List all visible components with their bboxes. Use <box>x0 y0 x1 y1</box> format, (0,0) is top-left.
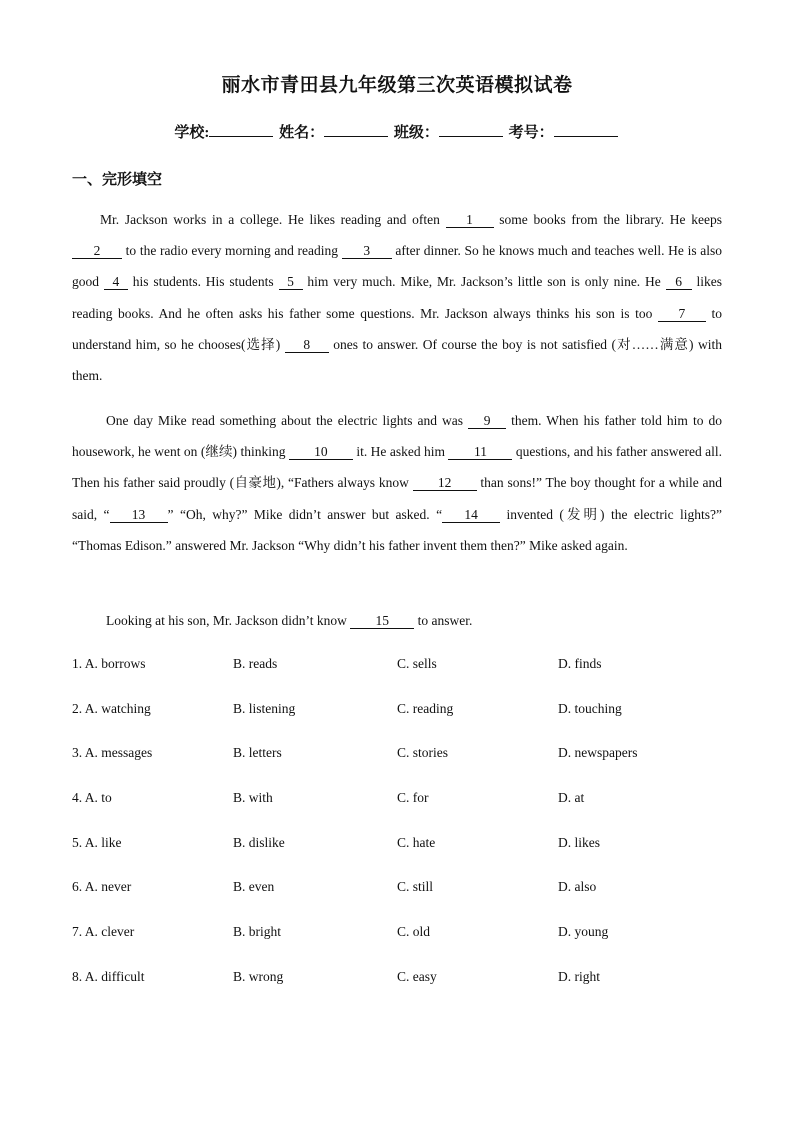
passage-text: him very much. Mike, Mr. Jackson’s little son is only nine. He <box>302 274 666 290</box>
option-a[interactable]: 5. A. like <box>72 834 122 850</box>
option-d[interactable]: D. young <box>558 924 609 940</box>
blank-3: 3 <box>342 244 392 259</box>
question-row <box>72 924 722 969</box>
question-row <box>72 835 722 880</box>
option-d[interactable]: D. at <box>558 790 585 806</box>
passage-text: Looking at his son, Mr. Jackson didn’t know <box>106 613 351 628</box>
school-field[interactable] <box>209 122 273 137</box>
passage-text: Mr. Jackson works in a college. He likes reading and often <box>100 212 446 227</box>
passage-text: likes reading books. And he often asks his father some questions. Mr. Jackson always thinks his son is too <box>72 274 722 321</box>
option-a[interactable]: 3. A. messages <box>72 745 153 761</box>
option-a[interactable]: 1. A. borrows <box>72 656 146 671</box>
exam-title: 丽水市青田县九年级第三次英语模拟试卷 <box>221 75 573 96</box>
option-c[interactable]: C. still <box>397 879 434 895</box>
option-b[interactable]: B. dislike <box>233 834 285 850</box>
blank-10: 10 <box>289 445 353 460</box>
option-d[interactable]: D. touching <box>558 700 622 716</box>
passage-text: his students. His students <box>127 274 279 290</box>
option-b[interactable]: B. reads <box>233 656 278 671</box>
option-b[interactable]: B. with <box>233 790 273 806</box>
passage-paragraph-2 <box>72 405 722 561</box>
option-a[interactable]: 6. A. never <box>72 879 132 895</box>
passage-text: ones to answer. Of course the boy is not satisfied (对……满意) with them. <box>72 336 722 384</box>
passage-text: them. When his father told him to do housework, he went on (继续) thinking <box>72 413 723 460</box>
option-c[interactable]: C. stories <box>397 745 449 761</box>
name-label: 姓名： <box>279 125 325 141</box>
blank-8: 8 <box>285 338 329 353</box>
passage-text: to the radio every morning and reading <box>122 243 342 259</box>
blank-1: 1 <box>446 213 494 228</box>
option-b[interactable]: B. even <box>233 879 275 895</box>
question-row <box>72 790 722 835</box>
blank-13: 13 <box>110 508 168 523</box>
question-row <box>72 969 722 1014</box>
blank-12: 12 <box>413 476 477 491</box>
passage-text: to understand him, so he chooses(选择) <box>72 305 722 352</box>
blank-5: 5 <box>279 275 303 290</box>
option-d[interactable]: D. newspapers <box>558 745 638 761</box>
class-field[interactable] <box>439 122 503 137</box>
passage-text: after dinner. So he knows much and teaches well. He is also good <box>72 243 722 290</box>
option-b[interactable]: B. listening <box>233 700 296 716</box>
passage-paragraph-3 <box>72 605 722 636</box>
passage-text: than sons!” The boy thought for a while and said, “ <box>72 475 722 522</box>
student-info-line <box>0 121 794 142</box>
option-c[interactable]: C. easy <box>397 968 437 984</box>
question-row <box>72 701 722 746</box>
option-d[interactable]: D. finds <box>558 656 602 671</box>
option-d[interactable]: D. right <box>558 968 600 984</box>
blank-14: 14 <box>442 508 500 523</box>
school-label: 学校: <box>174 125 210 141</box>
number-field[interactable] <box>554 122 618 137</box>
section-title: 一、完形填空 <box>72 172 163 188</box>
passage-paragraph-1 <box>72 204 722 391</box>
blank-6: 6 <box>666 275 692 290</box>
option-b[interactable]: B. bright <box>233 924 282 940</box>
option-c[interactable]: C. old <box>397 924 431 940</box>
option-b[interactable]: B. wrong <box>233 968 284 984</box>
option-d[interactable]: D. also <box>558 879 597 895</box>
passage-text: questions, and his father answered all. Then his father said proudly (自豪地), “Fathers always know <box>72 444 723 491</box>
name-field[interactable] <box>324 122 388 137</box>
passage-text: One day Mike read something about the electric lights and was <box>106 413 469 428</box>
blank-4: 4 <box>104 275 128 290</box>
passage-text: invented (发明) the electric lights?” “Thomas Edison.” answered Mr. Jackson “Why didn’t his father invent them then?” Mike asked again. <box>72 506 722 553</box>
question-row <box>72 745 722 790</box>
passage-text: ” “Oh, why?” Mike didn’t answer but asked. “ <box>167 506 443 522</box>
passage-text: it. He asked him <box>352 444 449 460</box>
option-c[interactable]: C. sells <box>397 656 437 671</box>
option-c[interactable]: C. reading <box>397 700 454 716</box>
blank-9: 9 <box>468 414 506 429</box>
option-b[interactable]: B. letters <box>233 745 282 761</box>
option-a[interactable]: 7. A. clever <box>72 924 135 940</box>
option-a[interactable]: 4. A. to <box>72 790 112 806</box>
option-d[interactable]: D. likes <box>558 834 600 850</box>
blank-11: 11 <box>448 445 512 460</box>
option-a[interactable]: 2. A. watching <box>72 700 151 716</box>
option-a[interactable]: 8. A. difficult <box>72 968 145 984</box>
class-label: 班级： <box>393 125 439 141</box>
passage-text: some books from the library. He keeps <box>493 212 722 227</box>
options-list <box>72 656 722 1014</box>
blank-7: 7 <box>658 307 706 322</box>
option-c[interactable]: C. for <box>397 790 429 806</box>
passage-text: to answer. <box>414 613 473 628</box>
number-label: 考号： <box>508 125 554 141</box>
blank-15: 15 <box>350 614 414 629</box>
blank-2: 2 <box>72 244 122 259</box>
question-row <box>72 656 722 701</box>
option-c[interactable]: C. hate <box>397 834 436 850</box>
question-row <box>72 879 722 924</box>
